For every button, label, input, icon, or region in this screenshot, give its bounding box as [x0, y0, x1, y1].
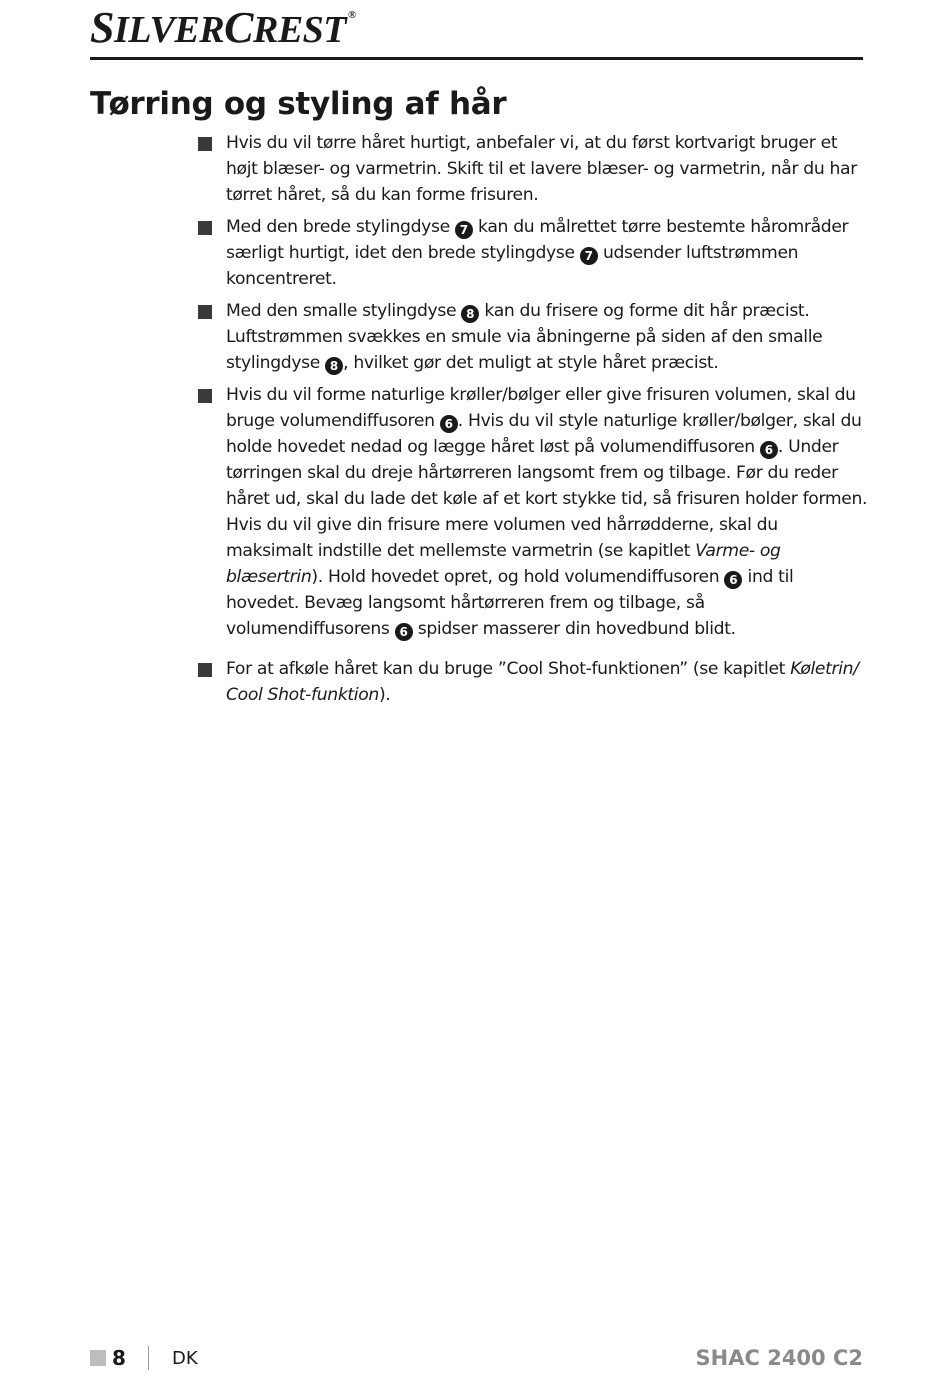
text-run: . Hvis du vil style naturlige krøller/bølger, skal du holde hovedet nedad og lægge håret løst på volumendiffusoren: [226, 411, 862, 457]
part-number-badge: 8: [325, 357, 343, 375]
chapter-reference: Varme- og blæsertrin: [226, 541, 781, 587]
section-title: Tørring og styling af hår: [90, 86, 507, 122]
list-item: [198, 382, 868, 642]
part-number-badge: 6: [760, 441, 778, 459]
bullet-square-icon: [198, 221, 212, 235]
page-number: 8: [112, 1346, 126, 1370]
model-number: SHAC 2400 C2: [695, 1346, 863, 1370]
part-number-badge: 6: [440, 415, 458, 433]
bullet-list: [198, 130, 868, 714]
list-item-text: [226, 656, 868, 708]
text-run: For at afkøle håret kan du bruge ”Cool Shot-funktionen” (se kapitlet: [226, 659, 791, 679]
text-run: ). Hold hovedet opret, og hold volumendiffusoren: [311, 567, 725, 587]
text-run: Hvis du vil forme naturlige krøller/bølger eller give frisuren volumen, skal du bruge volumendiffusoren: [226, 385, 856, 431]
text-run: Med den smalle stylingdyse: [226, 301, 462, 321]
text-run: ind til hovedet. Bevæg langsomt hårtørreren frem og tilbage, så volumendiffusorens: [226, 567, 794, 639]
footer-marker: [90, 1350, 106, 1366]
text-run: ).: [378, 685, 391, 705]
chapter-reference: Køletrin/ Cool Shot-funktion: [226, 659, 859, 705]
text-run: spidser masserer din hovedbund blidt.: [412, 619, 736, 639]
list-item-text: [226, 382, 868, 642]
text-run: . Under tørringen skal du dreje hårtørreren langsomt frem og tilbage. Før du reder håret ud, skal du lade det køle af et kort stykke tid, så frisuren holder formen. Hvis du vil give din frisure mere volumen ved hårrødderne, skal du maksimalt indstille det mellemste varmetrin (se kapitlet: [226, 437, 868, 561]
text-run: udsender luftstrømmen koncentreret.: [226, 243, 799, 289]
list-item-text: [226, 298, 868, 376]
text-run: Hvis du vil tørre håret hurtigt, anbefaler vi, at du først kortvarigt bruger et højt blæser- og varmetrin. Skift til et lavere blæser- og varmetrin, når du har tørret håret, så du kan forme frisuren.: [226, 133, 857, 205]
part-number-badge: 8: [461, 305, 479, 323]
header-rule: [90, 57, 863, 60]
part-number-badge: 7: [580, 247, 598, 265]
part-number-badge: 6: [724, 571, 742, 589]
text-run: , hvilket gør det muligt at style håret præcist.: [343, 353, 719, 373]
bullet-square-icon: [198, 137, 212, 151]
list-item: [198, 656, 868, 708]
part-number-badge: 6: [395, 623, 413, 641]
footer-divider: [148, 1346, 149, 1370]
list-item-text: [226, 130, 868, 208]
bullet-square-icon: [198, 663, 212, 677]
text-run: kan du målrettet tørre bestemte hårområder særligt hurtigt, idet den brede stylingdyse: [226, 217, 849, 263]
text-run: kan du frisere og forme dit hår præcist. Luftstrømmen svækkes en smule via åbningerne på siden af den smalle stylingdyse: [226, 301, 823, 373]
bullet-square-icon: [198, 389, 212, 403]
list-item: [198, 214, 868, 292]
part-number-badge: 7: [455, 221, 473, 239]
language-code: DK: [172, 1348, 198, 1369]
list-item: [198, 130, 868, 208]
list-item: [198, 298, 868, 376]
list-item-text: [226, 214, 868, 292]
bullet-square-icon: [198, 305, 212, 319]
text-run: Med den brede stylingdyse: [226, 217, 455, 237]
brand-logo: SILVERCREST ®: [90, 3, 356, 52]
